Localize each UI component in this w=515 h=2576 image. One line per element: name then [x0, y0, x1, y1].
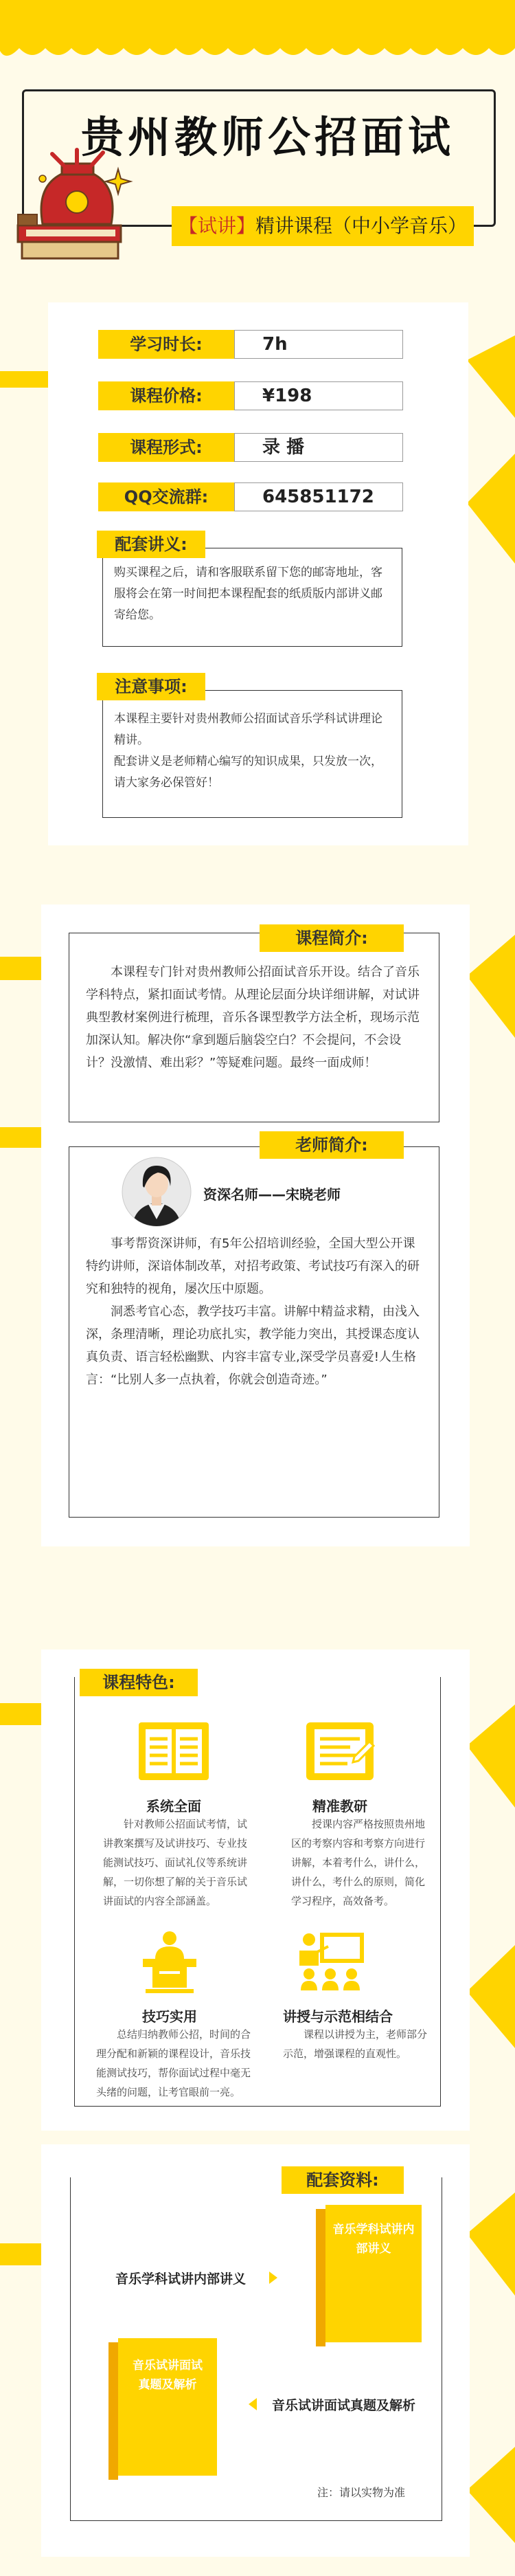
- feature-title-3: 技巧实用: [142, 2008, 197, 2025]
- subtitle-rest: 精讲课程（中小学音乐）: [255, 214, 468, 237]
- feature-desc-2: 授课内容严格按照贵州地区的考察内容和考察方向进行讲解，本着考什么，讲什么，讲什么，考什么的原则，简化学习程序，高效备考。: [291, 1818, 426, 1907]
- page-title: 贵州教师公招面试: [80, 112, 455, 162]
- book-2-title: 音乐试讲面试真题及解析: [133, 2359, 203, 2392]
- notebook-icon: [302, 1718, 378, 1784]
- page-subtitle: [172, 206, 474, 246]
- qq-group-label: QQ交流群:: [98, 482, 234, 511]
- study-hours-label: 学习时长:: [98, 330, 234, 359]
- feature-desc-4: 课程以讲授为主，老师部分示范，增强课程的直观性。: [283, 2028, 428, 2060]
- handout-text: 购买课程之后，请和客服联系留下您的邮寄地址，客服将会在第一时间把本课程配套的纸质版内部讲义邮寄给您。: [114, 566, 382, 622]
- yellow-corner: [467, 2192, 515, 2296]
- book-1-title: 音乐学科试讲内部讲义: [332, 2223, 415, 2256]
- book-2-spine: [108, 2342, 118, 2480]
- notice-box: [102, 690, 402, 818]
- feature-title-1: 系统全面: [146, 1798, 201, 1814]
- arrow-right-icon: [269, 2272, 277, 2284]
- book-2-label: 音乐试讲面试真题及解析: [272, 2398, 416, 2413]
- format-label: 课程形式:: [98, 433, 234, 462]
- yellow-stripe: [0, 1127, 41, 1148]
- yellow-corner: [467, 454, 515, 564]
- study-hours-value: 7h: [234, 330, 403, 359]
- book-icon: [136, 1718, 211, 1784]
- feature-title-2: 精准教研: [312, 1798, 367, 1814]
- materials-note: 注：请以实物为准: [317, 2486, 406, 2499]
- books-moneybag-illustration: [15, 137, 146, 268]
- intro-text: 本课程专门针对贵州教师公招面试音乐开设。结合了音乐学科特点，紧扣面试考情。从理论层面分块详细讲解，对试讲典型教材案例进行梳理，音乐各课型教学方法全析，现场示范加深认知。解决你“拿到题后脑袋空白？不会提问，不会设计？没激情、难出彩？”等疑难问题。最终一面成师！: [86, 965, 420, 1070]
- intro-box: [69, 933, 439, 1122]
- yellow-corner: [467, 935, 515, 1038]
- notice-text-1: 本课程主要针对贵州教师公招面试音乐学科试讲理论精讲。: [114, 712, 382, 747]
- yellow-corner: [467, 1705, 515, 1808]
- price-label: 课程价格:: [98, 381, 234, 410]
- intro-label: 课程简介:: [260, 924, 404, 952]
- features-label: 课程特色:: [80, 1669, 198, 1696]
- lectern-icon: [132, 1929, 207, 1995]
- teacher-p1: 事考帮资深讲师，有5年公招培训经验，全国大型公开课特约讲师，深谙体制改革，对招考政策、考试技巧有深入的研究和独特的视角，屡次压中原题。: [86, 1236, 420, 1296]
- format-value: 录 播: [234, 433, 403, 462]
- book-1-label: 音乐学科试讲内部讲义: [115, 2272, 247, 2287]
- handout-label: 配套讲义:: [97, 531, 205, 558]
- yellow-corner: [467, 2447, 515, 2543]
- price-value: ¥198: [234, 381, 403, 410]
- feature-desc-1: 针对教师公招面试考情，试讲教案撰写及试讲技巧、专业技能测试技巧、面试礼仪等系统讲解，一切你想了解的关于音乐试讲面试的内容全部涵盖。: [103, 1818, 248, 1907]
- teacher-name: 资深名师——宋晓老师: [203, 1186, 341, 1203]
- notice-text-2: 配套讲义是老师精心编写的知识成果，只发放一次，请大家务必保管好！: [114, 755, 382, 790]
- feature-desc-3: 总结归纳教师公招，时间的合理分配和新颖的课程设计，音乐技能测试技巧，帮你面试过程中毫无头绪的问题，让考官眼前一亮。: [96, 2028, 251, 2098]
- subtitle-lead: 【试讲】: [178, 214, 255, 237]
- teacher-p2: 洞悉考官心态，教学技巧丰富。讲解中精益求精，由浅入深，条理清晰，理论功底扎实，教学能力突出，其授课态度认真负责、语言轻松幽默、内容丰富专业,深受学员喜爱!人生格言：“比别人多一点执着，你就会创造奇迹。”: [86, 1304, 420, 1387]
- arrow-left-icon: [249, 2398, 257, 2410]
- header-wave: [0, 41, 515, 69]
- yellow-corner: [467, 335, 515, 418]
- notice-label: 注意事项:: [97, 673, 205, 700]
- teacher-label: 老师简介:: [260, 1131, 404, 1159]
- qq-group-value[interactable]: 645851172: [234, 482, 403, 511]
- teacher-avatar: [121, 1156, 192, 1228]
- handout-box: [102, 548, 402, 647]
- classroom-icon: [293, 1929, 368, 1995]
- yellow-corner: [467, 1945, 515, 2048]
- book-1-spine: [316, 2209, 325, 2346]
- materials-label: 配套资料:: [282, 2166, 404, 2194]
- feature-title-4: 讲授与示范相结合: [283, 2008, 393, 2025]
